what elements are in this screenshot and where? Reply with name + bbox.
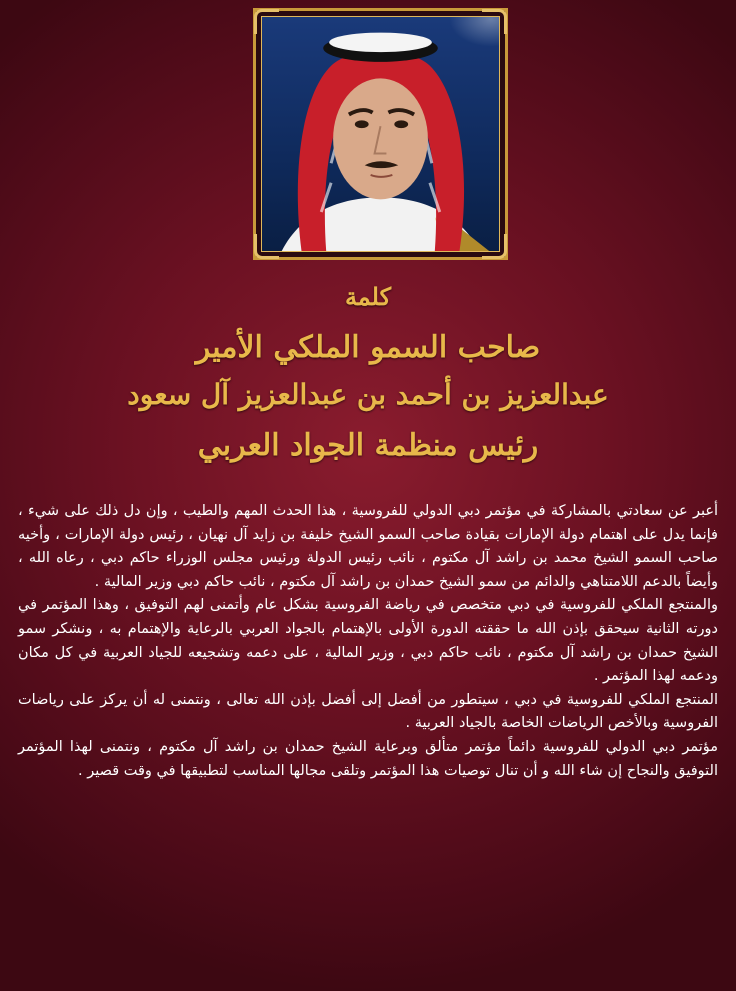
paragraph: أعبر عن سعادتي بالمشاركة في مؤتمر دبي الدولي للفروسية ، هذا الحدث المهم والطيب ، وإن دل ذلك على شيء ، فإنما يدل على اهتمام دولة الإمارات بقيادة صاحب السمو الشيخ خليفة بن زايد آل نهيان ، رئيس دولة الإمارات ، وأخيه صاحب السمو الشيخ محمد بن راشد آل مكتوم ، نائب رئيس الدولة ورئيس مجلس الوزراء حاكم دبي ، رعاه الله ، وأيضاً بالدعم اللامتناهي والدائم من سمو الشيخ حمدان بن راشد آل مكتوم ، نائب حاكم دبي وزير المالية . <box>18 503 718 590</box>
ornament-corner-icon <box>254 234 279 259</box>
portrait-frame <box>253 8 508 260</box>
portrait-photo <box>261 16 500 252</box>
paragraph: المنتجع الملكي للفروسية في دبي ، سيتطور من أفضل إلى أفضل بإذن الله تعالى ، ونتمنى له أن يركز على رياضات الفروسية وبالأخص الرياضات الخاصة بالجياد العربية . <box>18 691 718 732</box>
ornament-corner-icon <box>482 9 507 34</box>
speech-body <box>18 500 718 783</box>
paragraph: مؤتمر دبي الدولي للفروسية دائماً مؤتمر متألق وبرعاية الشيخ حمدان بن راشد آل مكتوم ، ونتمنى لهذا المؤتمر التوفيق والنجاح إن شاء الله و أن تنال توصيات هذا المؤتمر وتلقى مجالها المناسب لتطبيقها في وقت قصير . <box>18 738 718 779</box>
ornament-corner-icon <box>254 9 279 34</box>
heading-word: كلمة <box>344 282 392 311</box>
paragraph: والمنتجع الملكي للفروسية في دبي متخصص في رياضة الفروسية بشكل عام وأتمنى لهم التوفيق ، وهذا المؤتمر في دورته الثانية سيحقق بإذن الله ما حققته الدورة الأولى بالإهتمام بالجواد العربي بالرعاية والإهتمام به ، ونشكر سمو الشيخ حمدان بن راشد آل مكتوم ، نائب حاكم دبي ، وزير المالية ، على دعمه وتشجيعه للجياد العربية في كل مكان ودعمه لهذا المؤتمر . <box>18 597 718 685</box>
heading-title: صاحب السمو الملكي الأمير <box>195 330 541 365</box>
heading-role: رئيس منظمة الجواد العربي <box>197 428 539 463</box>
ornament-corner-icon <box>482 234 507 259</box>
heading-name: عبدالعزيز بن أحمد بن عبدالعزيز آل سعود <box>127 378 609 411</box>
person-portrait-icon <box>262 17 499 251</box>
